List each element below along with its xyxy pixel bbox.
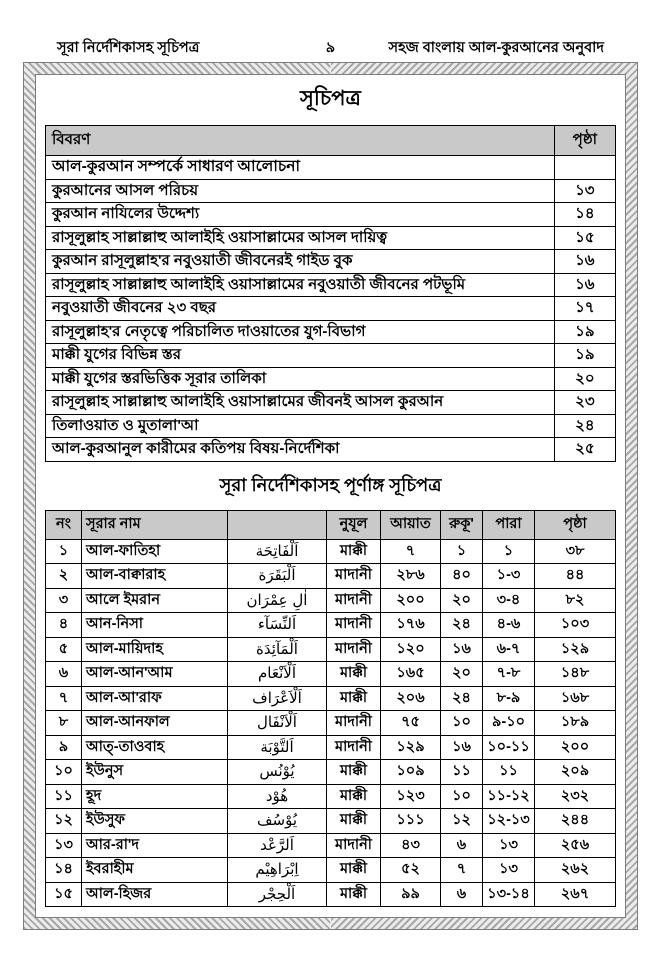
surah-page: ১৬৮ xyxy=(535,686,616,711)
surah-para: ১ xyxy=(483,539,535,564)
surah-nuzul: মাক্কী xyxy=(327,662,381,687)
toc-table xyxy=(45,125,616,462)
surah-arabic: اِبْرَاهِيْم xyxy=(228,858,327,883)
surah-page: ২৩২ xyxy=(535,784,616,809)
toc-entry-page: ২৪ xyxy=(554,414,615,438)
surah-para: ১৩-১৪ xyxy=(483,882,535,907)
surah-nuzul: মাক্কী xyxy=(327,686,381,711)
surah-ruku: ৪০ xyxy=(441,564,483,589)
surah-para: ১৩ xyxy=(483,833,535,858)
surah-name: আল-ফাতিহা xyxy=(82,539,228,564)
col-nuzul: নুযূল xyxy=(327,510,381,539)
surah-arabic: اَلْاَنْفَال xyxy=(228,711,327,736)
surah-ayat: ২০৬ xyxy=(381,686,441,711)
toc-entry-label: রাসূলুল্লাহ সাল্লাল্লাহু আলাইহি ওয়াসাল্লামের জীবনই আসল কুরআন xyxy=(46,391,555,415)
toc-entry-label: মাক্কী যুগের বিভিন্ন স্তর xyxy=(46,344,555,368)
toc-entry-page: ১৬ xyxy=(554,273,615,297)
surah-no: ১৩ xyxy=(46,833,82,858)
col-para: পারা xyxy=(483,510,535,539)
surah-no: ১৫ xyxy=(46,882,82,907)
surah-row xyxy=(46,760,616,785)
toc-col-description: বিবরণ xyxy=(46,126,555,156)
surah-ruku: ১৬ xyxy=(441,637,483,662)
surah-no: ১০ xyxy=(46,760,82,785)
toc-entry-label: কুরআনের আসল পরিচয় xyxy=(46,179,555,203)
toc-entry-page: ২০ xyxy=(554,367,615,391)
surah-ruku: ২৪ xyxy=(441,686,483,711)
surah-page: ৮২ xyxy=(535,588,616,613)
surah-name: আল-আন'আম xyxy=(82,662,228,687)
surah-ayat: ৯৯ xyxy=(381,882,441,907)
surah-no: ৩ xyxy=(46,588,82,613)
surah-ayat: ৪৩ xyxy=(381,833,441,858)
col-ruku: রুকূ' xyxy=(441,510,483,539)
surah-page: ১২৯ xyxy=(535,637,616,662)
surah-index-table xyxy=(45,510,616,908)
surah-name: আর-রা'দ xyxy=(82,833,228,858)
surah-ayat: ১২৩ xyxy=(381,784,441,809)
surah-page: ২০৯ xyxy=(535,760,616,785)
toc-entry-label: তিলাওয়াত ও মুতালা'আ xyxy=(46,414,555,438)
surah-nuzul: মাদানী xyxy=(327,613,381,638)
surah-para: ৪-৬ xyxy=(483,613,535,638)
surah-ayat: ২৮৬ xyxy=(381,564,441,589)
surah-para: ১০-১১ xyxy=(483,735,535,760)
surah-name: হূদ xyxy=(82,784,228,809)
surah-ruku: ১৬ xyxy=(441,735,483,760)
surah-no: ৯ xyxy=(46,735,82,760)
toc-row xyxy=(46,250,616,274)
toc-entry-label: আল-কুরআনুল কারীমের কতিপয় বিষয়-নির্দেশিকা xyxy=(46,438,555,462)
surah-no: ১৪ xyxy=(46,858,82,883)
toc-entry-page: ১৩ xyxy=(554,179,615,203)
surah-ayat: ১২০ xyxy=(381,637,441,662)
surah-name: আত্-তাওবাহ xyxy=(82,735,228,760)
surah-para: ১২-১৩ xyxy=(483,809,535,834)
surah-page: ৪৪ xyxy=(535,564,616,589)
surah-page: ১৪৮ xyxy=(535,662,616,687)
surah-arabic: يُوْنُس xyxy=(228,760,327,785)
surah-para: ৩-৪ xyxy=(483,588,535,613)
surah-ruku: ৬ xyxy=(441,882,483,907)
surah-arabic: اَلْمَآئِدَة xyxy=(228,637,327,662)
surah-nuzul: মাক্কী xyxy=(327,858,381,883)
surah-ruku: ১০ xyxy=(441,711,483,736)
surah-page: ২০০ xyxy=(535,735,616,760)
surah-nuzul: মাক্কী xyxy=(327,882,381,907)
toc-entry-page: ১৯ xyxy=(554,344,615,368)
surah-no: ১১ xyxy=(46,784,82,809)
surah-page: ৩৮ xyxy=(535,539,616,564)
running-head-right: সহজ বাংলায় আল-কুরআনের অনুবাদ xyxy=(388,40,604,56)
surah-row xyxy=(46,858,616,883)
surah-nuzul: মাক্কী xyxy=(327,784,381,809)
toc-row xyxy=(46,273,616,297)
surah-ayat: ১৬৫ xyxy=(381,662,441,687)
surah-para: ৬-৭ xyxy=(483,637,535,662)
surah-index-header-row xyxy=(46,510,616,539)
surah-arabic: اَلْفَاتِحَة xyxy=(228,539,327,564)
toc-entry-label: কুরআন নাযিলের উদ্দেশ্য xyxy=(46,203,555,227)
surah-row xyxy=(46,735,616,760)
surah-ruku: ২৪ xyxy=(441,613,483,638)
col-number: নং xyxy=(46,510,82,539)
surah-ayat: ৫২ xyxy=(381,858,441,883)
surah-name: আলে ইমরান xyxy=(82,588,228,613)
surah-row xyxy=(46,882,616,907)
surah-no: ৪ xyxy=(46,613,82,638)
surah-no: ৫ xyxy=(46,637,82,662)
toc-section-page xyxy=(554,156,615,180)
surah-arabic: يُوْسُف xyxy=(228,809,327,834)
surah-ayat: ১১১ xyxy=(381,809,441,834)
surah-nuzul: মাদানী xyxy=(327,588,381,613)
surah-ayat: ১৭৬ xyxy=(381,613,441,638)
surah-row xyxy=(46,784,616,809)
surah-row xyxy=(46,564,616,589)
surah-no: ৭ xyxy=(46,686,82,711)
toc-entry-label: রাসূলুল্লাহ সাল্লাল্লাহু আলাইহি ওয়াসাল্লামের আসল দায়িত্ব xyxy=(46,226,555,250)
surah-nuzul: মাদানী xyxy=(327,833,381,858)
toc-row xyxy=(46,297,616,321)
toc-row xyxy=(46,320,616,344)
toc-entry-label: রাসূলুল্লাহ সাল্লাল্লাহু আলাইহি ওয়াসাল্লামের নবুওয়াতী জীবনের পটভূমি xyxy=(46,273,555,297)
surah-ruku: ২০ xyxy=(441,588,483,613)
toc-row xyxy=(46,367,616,391)
surah-para: ৯-১০ xyxy=(483,711,535,736)
toc-entry-page: ১৫ xyxy=(554,226,615,250)
surah-ruku: ৬ xyxy=(441,833,483,858)
toc-entry-label: কুরআন রাসূলুল্লাহ'র নবুওয়াতী জীবনেরই গাইড বুক xyxy=(46,250,555,274)
toc-row xyxy=(46,391,616,415)
surah-ruku: ১২ xyxy=(441,809,483,834)
surah-row xyxy=(46,539,616,564)
surah-no: ২ xyxy=(46,564,82,589)
surah-row xyxy=(46,637,616,662)
toc-entry-label: মাক্কী যুগের স্তরভিত্তিক সূরার তালিকা xyxy=(46,367,555,391)
surah-para: ১৩ xyxy=(483,858,535,883)
col-arabic-name xyxy=(228,510,327,539)
running-head-left: সূরা নির্দেশিকাসহ সূচিপত্র xyxy=(57,40,200,56)
surah-nuzul: মাক্কী xyxy=(327,539,381,564)
surah-row xyxy=(46,588,616,613)
toc-entry-page: ১৯ xyxy=(554,320,615,344)
toc-row xyxy=(46,344,616,368)
surah-para: ১১ xyxy=(483,760,535,785)
surah-name: আল-মায়িদাহ xyxy=(82,637,228,662)
surah-ruku: ৭ xyxy=(441,858,483,883)
toc-row xyxy=(46,203,616,227)
surah-page: ১৮৯ xyxy=(535,711,616,736)
surah-no: ১২ xyxy=(46,809,82,834)
toc-row xyxy=(46,414,616,438)
surah-name: ইউনুস xyxy=(82,760,228,785)
surah-nuzul: মাদানী xyxy=(327,637,381,662)
surah-row xyxy=(46,662,616,687)
col-surah-name: সূরার নাম xyxy=(82,510,228,539)
surah-name: আল-বাক্বারাহ xyxy=(82,564,228,589)
page-number: ৯ xyxy=(325,40,336,56)
surah-para: ১-৩ xyxy=(483,564,535,589)
surah-arabic: اَلْبَقَرَة xyxy=(228,564,327,589)
surah-arabic: هُوْد xyxy=(228,784,327,809)
surah-row xyxy=(46,809,616,834)
toc-entry-label: নবুওয়াতী জীবনের ২৩ বছর xyxy=(46,297,555,321)
surah-ruku: ২০ xyxy=(441,662,483,687)
surah-para: ৮-৯ xyxy=(483,686,535,711)
decorative-rope-frame xyxy=(23,62,638,930)
surah-arabic: اَلنِّسَآء xyxy=(228,613,327,638)
surah-nuzul: মাক্কী xyxy=(327,809,381,834)
surah-ruku: ১ xyxy=(441,539,483,564)
surah-nuzul: মাদানী xyxy=(327,735,381,760)
page-header xyxy=(57,38,604,58)
col-page: পৃষ্ঠা xyxy=(535,510,616,539)
surah-nuzul: মাক্কী xyxy=(327,760,381,785)
toc-header-row xyxy=(46,126,616,156)
surah-page: ২৬৭ xyxy=(535,882,616,907)
toc-entry-label: রাসূলুল্লাহ'র নেতৃত্বে পরিচালিত দাওয়াতের যুগ-বিভাগ xyxy=(46,320,555,344)
surah-nuzul: মাদানী xyxy=(327,564,381,589)
surah-page: ২৫৬ xyxy=(535,833,616,858)
surah-ayat: ৭ xyxy=(381,539,441,564)
surah-ruku: ১১ xyxy=(441,760,483,785)
surah-name: আল-আনফাল xyxy=(82,711,228,736)
toc-entry-page: ১৪ xyxy=(554,203,615,227)
surah-arabic: اَلْاَنْعَام xyxy=(228,662,327,687)
surah-arabic: اَلْحِجْر xyxy=(228,882,327,907)
toc-row xyxy=(46,226,616,250)
surah-para: ১১-১২ xyxy=(483,784,535,809)
surah-name: আন-নিসা xyxy=(82,613,228,638)
surah-ayat: ৭৫ xyxy=(381,711,441,736)
surah-ayat: ১২৯ xyxy=(381,735,441,760)
toc-title: সূচিপত্র xyxy=(300,87,361,110)
toc-col-page: পৃষ্ঠা xyxy=(554,126,615,156)
surah-name: ইউসুফ xyxy=(82,809,228,834)
surah-no: ৮ xyxy=(46,711,82,736)
surah-row xyxy=(46,613,616,638)
surah-para: ৭-৮ xyxy=(483,662,535,687)
surah-arabic: اٰلِ عِمْرَان xyxy=(228,588,327,613)
surah-no: ১ xyxy=(46,539,82,564)
surah-page: ২৬২ xyxy=(535,858,616,883)
surah-row xyxy=(46,686,616,711)
surah-no: ৬ xyxy=(46,662,82,687)
surah-name: ইবরাহীম xyxy=(82,858,228,883)
surah-nuzul: মাদানী xyxy=(327,711,381,736)
surah-page: ২৪৪ xyxy=(535,809,616,834)
toc-section-row xyxy=(46,156,616,180)
toc-row xyxy=(46,179,616,203)
toc-entry-page: ২৩ xyxy=(554,391,615,415)
surah-row xyxy=(46,833,616,858)
surah-index-title: সূরা নির্দেশিকাসহ পূর্ণাঙ্গ সূচিপত্র xyxy=(219,474,442,495)
surah-ruku: ১০ xyxy=(441,784,483,809)
toc-entry-page: ২৫ xyxy=(554,438,615,462)
surah-arabic: اَلْاَعْرَاف xyxy=(228,686,327,711)
toc-row xyxy=(46,438,616,462)
content-area xyxy=(35,74,626,918)
toc-entry-page: ১৬ xyxy=(554,250,615,274)
toc-entry-page: ১৭ xyxy=(554,297,615,321)
col-ayat: আয়াত xyxy=(381,510,441,539)
surah-arabic: اَلرَّعْد xyxy=(228,833,327,858)
surah-arabic: اَلتَّوْبَة xyxy=(228,735,327,760)
surah-row xyxy=(46,711,616,736)
surah-page: ১০৩ xyxy=(535,613,616,638)
toc-section-label: আল-কুরআন সম্পর্কে সাধারণ আলোচনা xyxy=(46,156,555,180)
surah-ayat: ২০০ xyxy=(381,588,441,613)
surah-ayat: ১০৯ xyxy=(381,760,441,785)
surah-name: আল-আ'রাফ xyxy=(82,686,228,711)
surah-name: আল-হিজর xyxy=(82,882,228,907)
